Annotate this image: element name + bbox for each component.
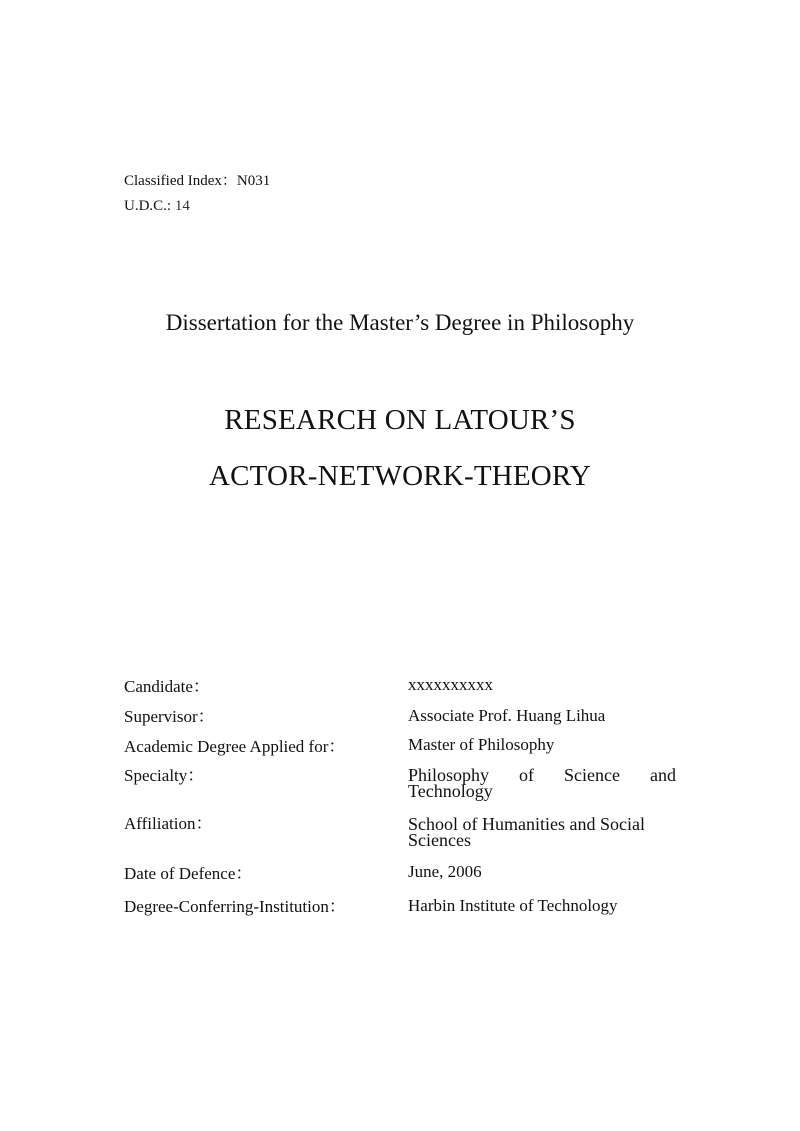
candidate-label: Candidate：	[124, 677, 210, 696]
affiliation-value	[408, 815, 676, 850]
classified-index-value: N031	[236, 173, 271, 189]
title-line-1: RESEARCH ON LATOUR’S	[224, 404, 576, 436]
affiliation-label: Affiliation：	[124, 814, 213, 833]
supervisor-value: Associate Prof. Huang Lihua	[408, 706, 606, 725]
udc-label: U.D.C.:	[124, 198, 172, 214]
degree-value: Master of Philosophy	[408, 735, 555, 754]
specialty-word: of	[519, 765, 535, 785]
specialty-value-line-2: Technology	[408, 781, 493, 801]
affiliation-value-line-2: Sciences	[408, 830, 471, 850]
specialty-word: Science	[564, 765, 620, 785]
affiliation-value-line-1: School of Humanities and Social	[408, 814, 645, 834]
classified-index	[124, 172, 270, 190]
specialty-word: and	[650, 765, 676, 785]
candidate-value: xxxxxxxxxx	[408, 675, 493, 694]
udc	[124, 197, 190, 215]
title-line-2: ACTOR-NETWORK-THEORY	[208, 460, 592, 492]
defence-date-value: June, 2006	[408, 862, 482, 881]
degree-label: Academic Degree Applied for：	[124, 737, 346, 756]
degree-line: Dissertation for the Master’s Degree in Philosophy	[165, 310, 635, 335]
udc-value: 14	[174, 198, 190, 214]
specialty-word: Philosophy	[408, 765, 490, 785]
defence-date-label: Date of Defence：	[124, 864, 253, 883]
supervisor-label: Supervisor：	[124, 707, 215, 726]
institution-label: Degree-Conferring-Institution：	[124, 897, 346, 916]
classified-index-label: Classified Index：	[124, 173, 237, 189]
specialty-value	[408, 766, 676, 801]
specialty-label: Specialty：	[124, 766, 205, 785]
institution-value: Harbin Institute of Technology	[408, 896, 618, 915]
